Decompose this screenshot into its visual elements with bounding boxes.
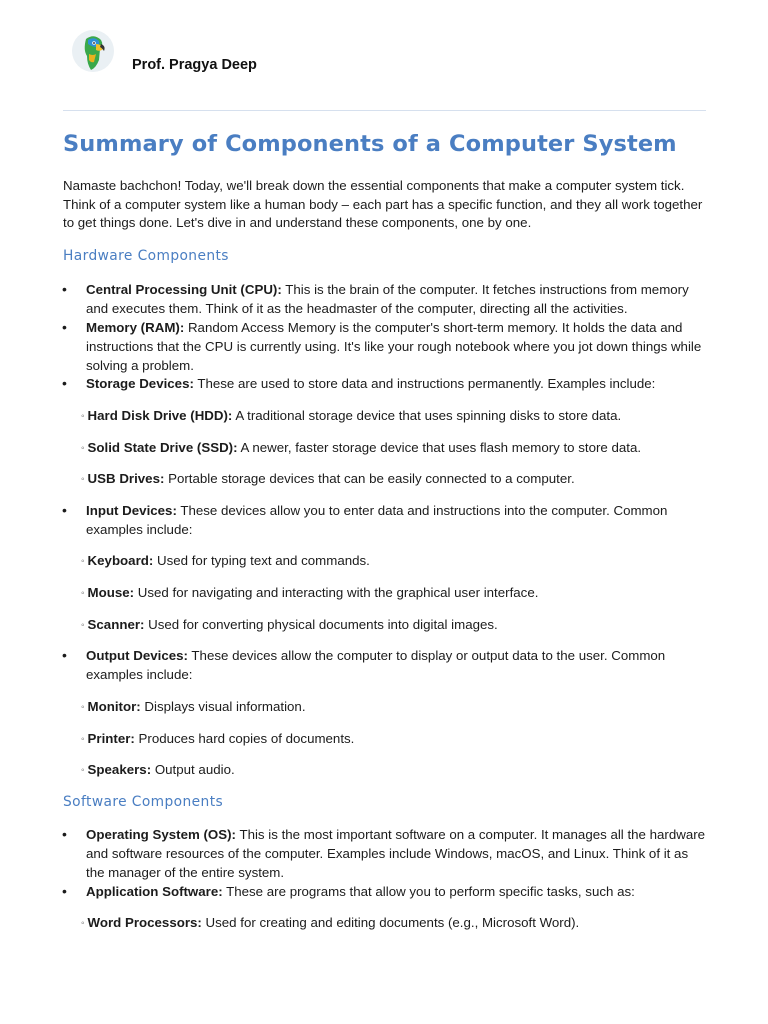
- sub-item-keyboard: [81, 551, 701, 572]
- sub-bullet-icon: ◦: [81, 918, 85, 929]
- software-heading: Software Components: [63, 794, 224, 810]
- desc-usb: Portable storage devices that can be easily connected to a computer.: [164, 471, 575, 486]
- term-word: Word Processors:: [87, 915, 202, 930]
- parrot-avatar-icon: [72, 30, 114, 72]
- bullet-icon: •: [62, 647, 67, 663]
- desc-storage: These are used to store data and instructions permanently. Examples include:: [193, 376, 656, 391]
- list-item-apps: [62, 882, 710, 901]
- sub-bullet-icon: ◦: [81, 556, 85, 567]
- sub-bullet-icon: ◦: [81, 588, 85, 599]
- list-item-cpu: [62, 280, 710, 318]
- list-item-os: [62, 825, 710, 882]
- author-name: Prof. Pragya Deep: [132, 57, 257, 73]
- sub-bullet-icon: ◦: [81, 734, 85, 745]
- sub-item-usb: [81, 469, 701, 490]
- sub-item-hdd: [81, 406, 701, 427]
- page-title: Summary of Components of a Computer System: [63, 131, 677, 157]
- sub-item-word: [81, 913, 701, 934]
- bullet-icon: •: [62, 375, 67, 391]
- sub-bullet-icon: ◦: [81, 411, 85, 422]
- term-storage: Storage Devices:: [86, 376, 194, 391]
- desc-monitor: Displays visual information.: [140, 699, 306, 714]
- term-cpu: Central Processing Unit (CPU):: [86, 282, 282, 297]
- desc-printer: Produces hard copies of documents.: [134, 731, 355, 746]
- term-speakers: Speakers:: [87, 762, 152, 777]
- sub-item-mouse: [81, 583, 701, 604]
- sub-bullet-icon: ◦: [81, 620, 85, 631]
- term-usb: USB Drives:: [87, 471, 165, 486]
- sub-bullet-icon: ◦: [81, 474, 85, 485]
- term-ssd: Solid State Drive (SSD):: [87, 440, 238, 455]
- term-ram: Memory (RAM):: [86, 320, 185, 335]
- desc-word: Used for creating and editing documents (e.g., Microsoft Word).: [201, 915, 580, 930]
- desc-os: This is the most important software on a computer. It manages all the hardware and software resources of the computer. Examples include Windows, macOS, and Linux. Think of it as the manager of the entire system.: [86, 827, 706, 880]
- sub-item-scanner: [81, 615, 701, 636]
- document-header: [72, 30, 672, 76]
- bullet-icon: •: [62, 319, 67, 335]
- bullet-icon: •: [62, 502, 67, 518]
- sub-item-printer: [81, 729, 701, 750]
- term-scanner: Scanner:: [87, 617, 145, 632]
- sub-item-monitor: [81, 697, 701, 718]
- desc-keyboard: Used for typing text and commands.: [153, 553, 370, 568]
- intro-paragraph: Namaste bachchon! Today, we'll break down the essential components that make a computer system tick. Think of a computer system like a human body – each part has a specific function, and they all work together to get things done. Let's dive in and understand these components, one by one.: [63, 178, 703, 230]
- list-item-output: [62, 646, 710, 684]
- term-printer: Printer:: [87, 731, 135, 746]
- list-item-input: [62, 501, 710, 539]
- sub-item-ssd: [81, 438, 701, 459]
- desc-apps: These are programs that allow you to perform specific tasks, such as:: [222, 884, 635, 899]
- term-apps: Application Software:: [86, 884, 223, 899]
- sub-bullet-icon: ◦: [81, 765, 85, 776]
- term-os: Operating System (OS):: [86, 827, 236, 842]
- desc-ssd: A newer, faster storage device that uses flash memory to store data.: [237, 440, 642, 455]
- hardware-heading: Hardware Components: [63, 248, 229, 264]
- term-keyboard: Keyboard:: [87, 553, 154, 568]
- desc-cpu: This is the brain of the computer. It fetches instructions from memory and executes them. Think of it as the headmaster of the computer, directing all the activities.: [86, 282, 689, 316]
- term-output: Output Devices:: [86, 648, 188, 663]
- sub-bullet-icon: ◦: [81, 702, 85, 713]
- sub-item-speakers: [81, 760, 701, 781]
- header-divider: [63, 110, 706, 111]
- term-input: Input Devices:: [86, 503, 177, 518]
- bullet-icon: •: [62, 281, 67, 297]
- desc-hdd: A traditional storage device that uses spinning disks to store data.: [232, 408, 622, 423]
- list-item-storage: [62, 374, 710, 393]
- sub-bullet-icon: ◦: [81, 443, 85, 454]
- bullet-icon: •: [62, 826, 67, 842]
- desc-speakers: Output audio.: [151, 762, 235, 777]
- bullet-icon: •: [62, 883, 67, 899]
- desc-scanner: Used for converting physical documents into digital images.: [144, 617, 498, 632]
- term-mouse: Mouse:: [87, 585, 135, 600]
- desc-input: These devices allow you to enter data and instructions into the computer. Common examples include:: [86, 503, 668, 537]
- list-item-ram: [62, 318, 710, 375]
- term-monitor: Monitor:: [87, 699, 141, 714]
- desc-mouse: Used for navigating and interacting with the graphical user interface.: [134, 585, 539, 600]
- desc-output: These devices allow the computer to display or output data to the user. Common examples include:: [86, 648, 666, 682]
- term-hdd: Hard Disk Drive (HDD):: [87, 408, 233, 423]
- desc-ram: Random Access Memory is the computer's short-term memory. It holds the data and instructions that the CPU is currently using. It's like your rough notebook where you jot down things while solving a problem.: [86, 320, 702, 373]
